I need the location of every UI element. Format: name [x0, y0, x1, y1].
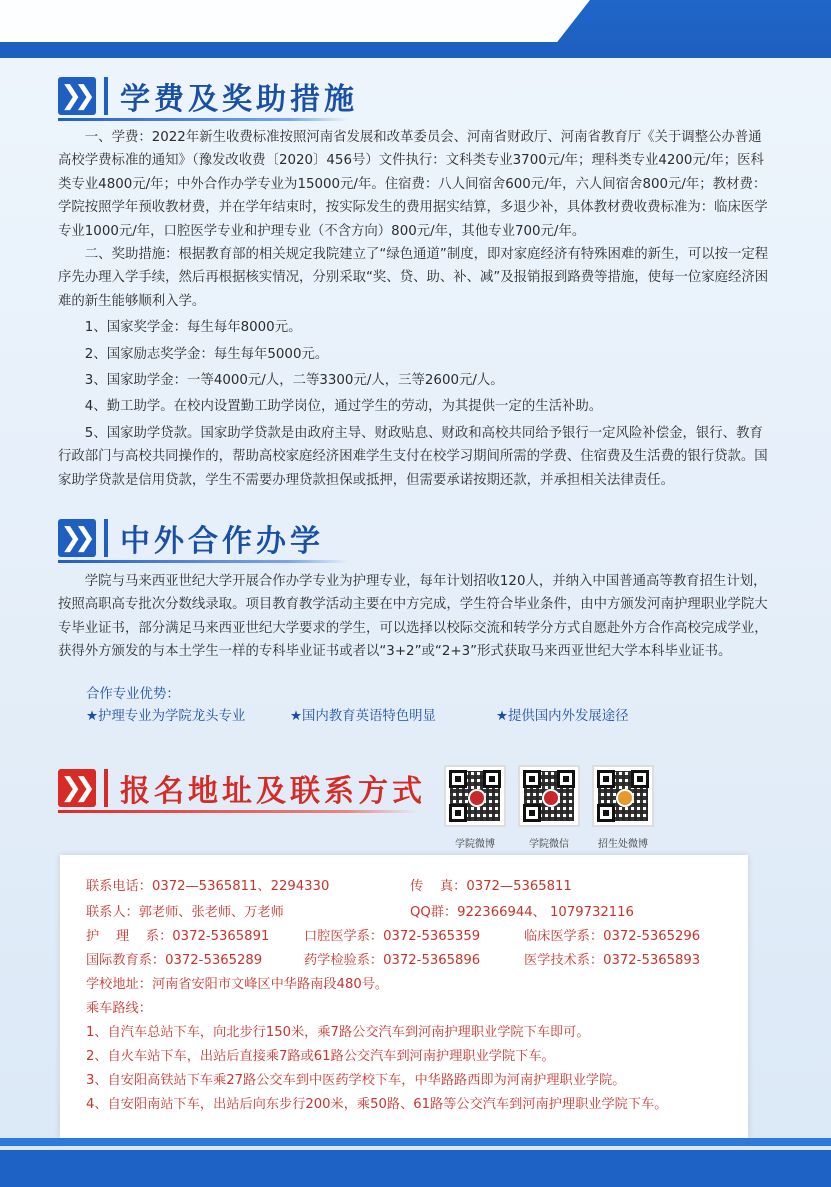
- dept-phone: 0372-5365296: [603, 929, 701, 944]
- fees-paragraph: 二、奖助措施：根据教育部的相关规定我院建立了“绿色通道”制度，即对家庭经济有特殊困难的新生，可以按一定程序先办理入学手续，然后再根据核实情况，分别采取“奖、贷、助、补、减”及报销报到路费等措施，使每一位家庭经济困难的新生能够顺利入学。: [58, 247, 769, 309]
- address-value: 河南省安阳市文峰区中华路南段480号。: [151, 977, 389, 992]
- coop-section-header: [58, 516, 324, 560]
- route-item: 1、自汽车总站下车，向北步行150米，乘7路公交汽车到河南护理职业学院下车即可。: [86, 1025, 590, 1040]
- route-item: 3、自安阳高铁站下车乘27路公交车到中医药学校下车，中华路路西即为河南护理职业学院。: [86, 1073, 626, 1088]
- coop-body: [58, 570, 770, 664]
- fees-item: 3、国家助学金：一等4000元/人，二等3300元/人，三等2600元/人。: [84, 373, 504, 389]
- dept-name: 国际教育系：: [86, 953, 166, 968]
- fees-item: 1、国家奖学金：每生每年8000元。: [84, 320, 302, 336]
- qr-code-icon: [592, 765, 654, 827]
- contact-box: [60, 855, 748, 1138]
- coop-section-title: 中外合作办学: [120, 524, 324, 559]
- fees-item: 5、国家助学贷款。国家助学贷款是由政府主导、财政贴息、财政和高校共同给予银行一定风险补偿金，银行、教育行政部门与高校共同操作的，帮助高校家庭经济困难学生支付在校学习期间所需的学费、住宿费及生活费的银行贷款。国家助学贷款是信用贷款，学生不需要办理贷款担保或抵押，但需要承诺按期还款，并承担相关法律责任。: [58, 425, 768, 488]
- contact-section-title: 报名地址及联系方式: [120, 774, 426, 809]
- fees-section-title: 学费及奖助措施: [120, 82, 358, 117]
- dept-name: 医学技术系：: [524, 953, 604, 968]
- bottom-banner: [0, 1150, 831, 1187]
- advantage-item: ★提供国内外发展途径: [496, 709, 629, 724]
- qq-label: QQ群：: [410, 905, 458, 920]
- fees-paragraph: 一、学费：2022年新生收费标准按照河南省发展和改革委员会、河南省财政厅、河南省教育厅《关于调整公办普通高校学费标准的通知》（豫发改收费〔2020〕456号）文件执行：文科类专业3700元/年；理科类专业4200元/年；医科类专业4800元/年；中外合作办学专业为15000元/年。住宿费：八人间宿舍600元/年，六人间宿舍800元/年；教材费：学院按照学年预收教材费，并在学年结束时，按实际发生的费用据实结算，多退少补，具体教材费收费标准为：临床医学专业1000元/年，口腔医学专业和护理专业（不含方向）800元/年，其他专业700元/年。: [58, 130, 768, 239]
- contacts-label: 联系人：: [86, 905, 139, 920]
- advantage-item: ★国内教育英语特色明显: [290, 709, 436, 724]
- qr-code-icon: [518, 765, 580, 827]
- qr-code-icon: [444, 765, 506, 827]
- qr-label: 学院微信: [529, 839, 569, 850]
- fees-section-header: [58, 74, 358, 118]
- dept-phone: 0372-5365891: [172, 929, 270, 944]
- contacts-value: 郭老师、张老师、万老师: [138, 905, 284, 920]
- contact-section-header: [58, 766, 426, 810]
- dept-phone: 0372-5365359: [383, 929, 481, 944]
- dept-name: 护 理 系：: [86, 929, 173, 944]
- qr-label: 招生处微博: [598, 839, 648, 850]
- qr-label: 学院微博: [455, 839, 495, 850]
- coop-paragraph: 学院与马来西亚世纪大学开展合作办学专业为护理专业，每年计划招收120人，并纳入中国普通高等教育招生计划，按照高职高专批次分数线录取。项目教育教学活动主要在中方完成，学生符合毕业条件，由中方颁发河南护理职业学院大专毕业证书，部分满足马来西亚世纪大学要求的学生，可以选择以校际交流和转学分方式自愿赴外方合作高校完成学业，获得外方颁发的与本土学生一样的专科毕业证书或者以“3+2”或“2+3”形式获取马来西亚世纪大学本科毕业证书。: [58, 574, 768, 660]
- qr-college-wechat[interactable]: [518, 765, 580, 850]
- address-label: 学校地址：: [86, 977, 152, 992]
- fax-label: 传 真：: [410, 879, 467, 894]
- route-item: 4、自安阳南站下车，出站后向东步行200米，乘50路、61路等公交汽车到河南护理职业学院下车。: [86, 1097, 668, 1112]
- fees-item: 2、国家励志奖学金：每生每年5000元。: [84, 346, 329, 362]
- phone-label: 联系电话：: [86, 879, 152, 894]
- route-item: 2、自火车站下车，出站后直接乘7路或61路公交汽车到河南护理职业学院下车。: [86, 1049, 555, 1064]
- advantages-title: 合作专业优势：: [86, 687, 180, 702]
- phone-value: 0372—5365811、2294330: [151, 879, 330, 894]
- double-chevron-icon: ❯❯: [58, 769, 96, 807]
- double-chevron-icon: ❯❯: [58, 77, 96, 115]
- dept-phone: 0372-5365896: [383, 953, 481, 968]
- fees-body: [58, 126, 770, 492]
- double-chevron-icon: ❯❯: [58, 519, 96, 557]
- dept-name: 口腔医学系：: [304, 929, 384, 944]
- advantage-item: ★护理专业为学院龙头专业: [86, 709, 246, 724]
- fax-value: 0372—5365811: [466, 879, 572, 894]
- qr-college-weibo[interactable]: [444, 765, 506, 850]
- dept-name: 临床医学系：: [524, 929, 604, 944]
- dept-name: 药学检验系：: [304, 953, 384, 968]
- qr-admissions-weibo[interactable]: [592, 765, 654, 850]
- top-banner: [0, 0, 831, 58]
- dept-phone: 0372-5365289: [165, 953, 263, 968]
- qq-value: 922366944、 1079732116: [457, 905, 634, 920]
- fees-item: 4、勤工助学。在校内设置勤工助学岗位，通过学生的劳动，为其提供一定的生活补助。: [84, 399, 603, 415]
- routes-title: 乘车路线：: [86, 1001, 152, 1016]
- dept-phone: 0372-5365893: [603, 953, 701, 968]
